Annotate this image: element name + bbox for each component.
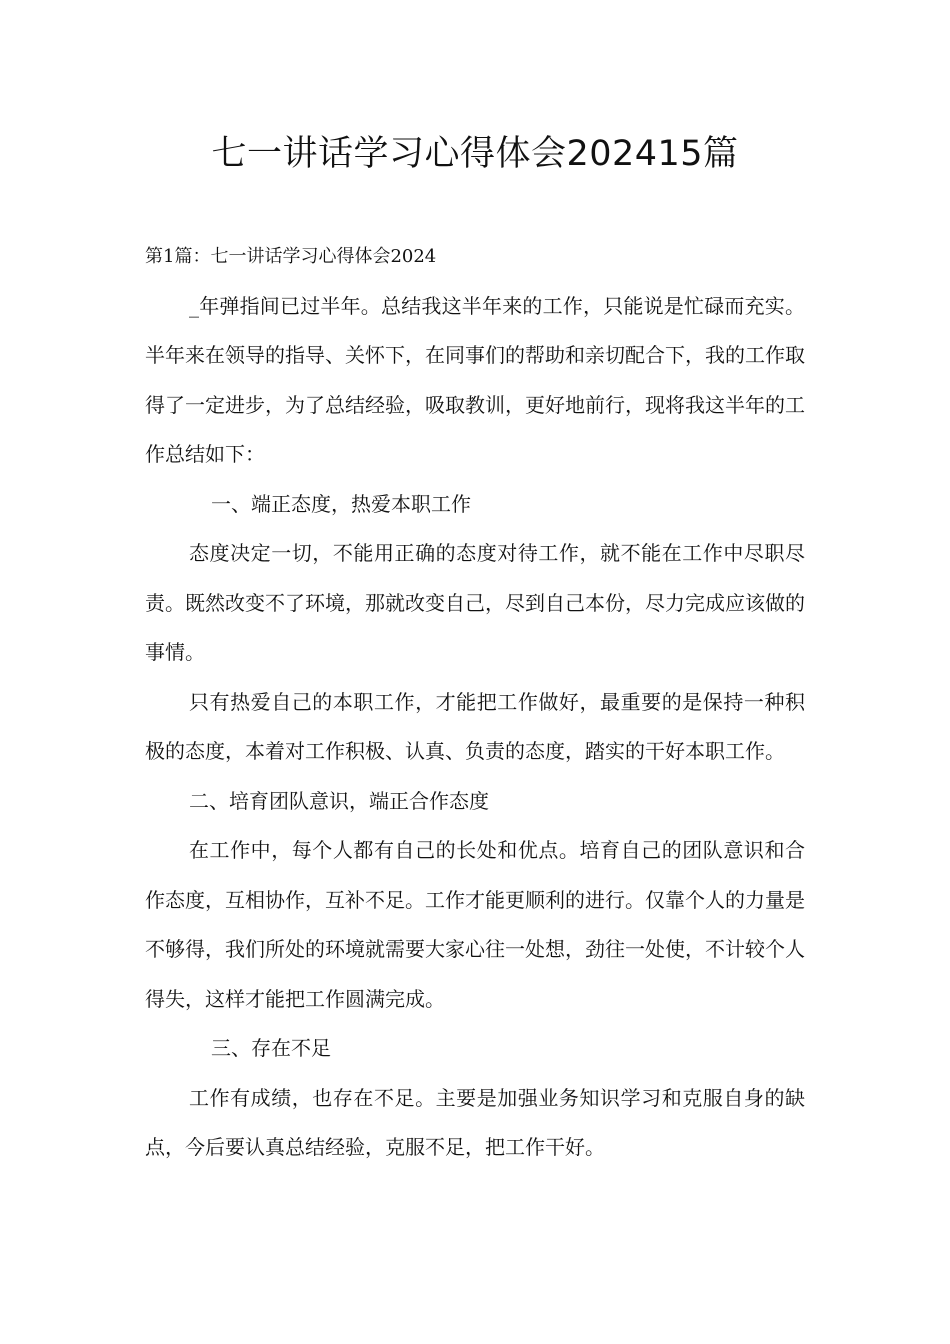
article-heading: 第1篇：七一讲话学习心得体会2024 bbox=[145, 246, 437, 267]
section-heading-2: 二、培育团队意识，端正合作态度 bbox=[189, 788, 489, 813]
document-body bbox=[145, 232, 805, 1173]
document-title: 七一讲话学习心得体会202415篇 bbox=[211, 134, 739, 174]
paragraph: 态度决定一切，不能用正确的态度对待工作，就不能在工作中尽职尽责。既然改变不了环境，那就改变自己，尽到自己本份，尽力完成应该做的事情。 bbox=[145, 541, 805, 664]
paragraph: 工作有成绩，也存在不足。主要是加强业务知识学习和克服自身的缺点，今后要认真总结经验，克服不足，把工作干好。 bbox=[145, 1085, 805, 1159]
paragraph: 在工作中，每个人都有自己的长处和优点。培育自己的团队意识和合作态度，互相协作，互补不足。工作才能更顺利的进行。仅靠个人的力量是不够得，我们所处的环境就需要大家心往一处想，劲往一处使，不计较个人得失，这样才能把工作圆满完成。 bbox=[145, 838, 805, 1011]
section-heading-1: 一、端正态度，热爱本职工作 bbox=[211, 491, 471, 516]
intro-paragraph: _年弹指间已过半年。总结我这半年来的工作，只能说是忙碌而充实。半年来在领导的指导、关怀下，在同事们的帮助和亲切配合下，我的工作取得了一定进步，为了总结经验，吸取教训，更好地前行，现将我这半年的工作总结如下： bbox=[145, 293, 805, 466]
paragraph: 只有热爱自己的本职工作，才能把工作做好，最重要的是保持一种积极的态度，本着对工作积极、认真、负责的态度，踏实的干好本职工作。 bbox=[145, 689, 805, 763]
section-heading-3: 三、存在不足 bbox=[211, 1036, 331, 1060]
